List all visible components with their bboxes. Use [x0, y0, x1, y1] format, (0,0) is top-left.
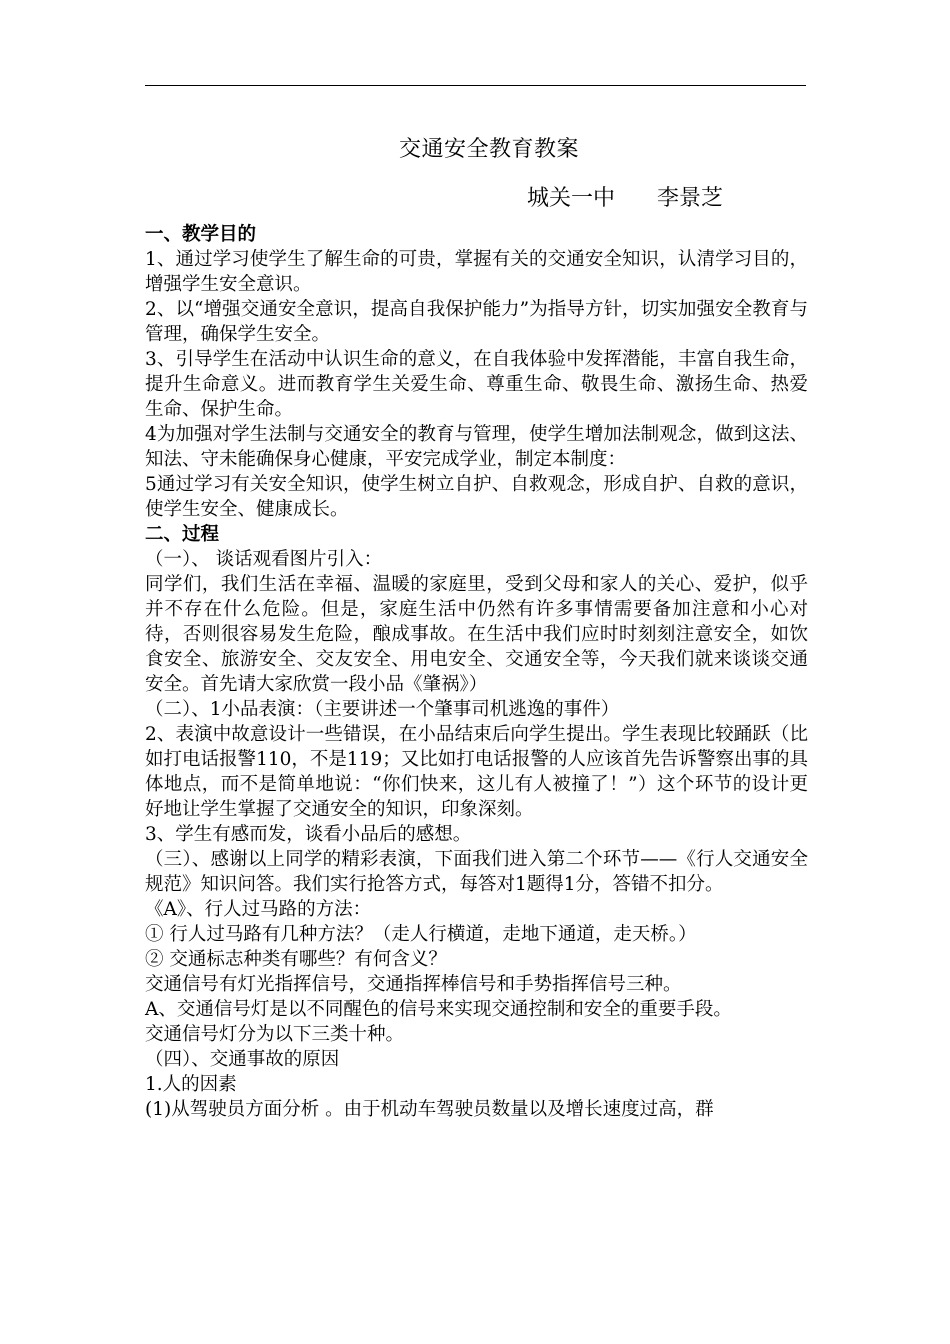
paragraph: （三）、感谢以上同学的精彩表演，下面我们进入第二个环节——《行人交通安全规范》知识问答。我们实行抢答方式，每答对1题得1分，答错不扣分。	[145, 849, 808, 895]
paragraph: (1)从驾驶员方面分析 。由于机动车驾驶员数量以及增长速度过高，群	[145, 1099, 714, 1120]
paragraph: 交通信号灯分为以下三类十种。	[145, 1024, 405, 1045]
paragraph: ① 行人过马路有几种方法？（走人行横道，走地下通道，走天桥。）	[145, 924, 697, 945]
author-line: 城关一中 李景芝	[527, 186, 723, 211]
paragraph: 5通过学习有关安全知识，使学生树立自护、自救观念，形成自护、自救的意识，使学生安全、健康成长。	[145, 474, 808, 520]
paragraph: 3、学生有感而发，谈看小品后的感想。	[145, 824, 472, 845]
paragraph: （四）、交通事故的原因	[145, 1049, 340, 1070]
paragraph: 同学们，我们生活在幸福、温暖的家庭里，受到父母和家人的关心、爱护，似乎并不存在什么危险。但是，家庭生活中仍然有许多事情需要备加注意和小心对待，否则很容易发生危险，酿成事故。在生活中我们应时时刻刻注意安全，如饮食安全、旅游安全、交友安全、用电安全、交通安全等，今天我们就来谈谈交通安全。首先请大家欣赏一段小品《肇祸》）	[145, 574, 808, 695]
document-body	[145, 222, 808, 1122]
paragraph: 1、通过学习使学生了解生命的可贵，掌握有关的交通安全知识，认清学习目的，增强学生安全意识。	[145, 249, 808, 295]
section-heading: 一、教学目的	[145, 224, 257, 245]
paragraph: ② 交通标志种类有哪些？有何含义？	[145, 949, 447, 970]
paragraph: 3、引导学生在活动中认识生命的意义，在自我体验中发挥潜能，丰富自我生命，提升生命意义。进而教育学生关爱生命、尊重生命、敬畏生命、激扬生命、热爱生命、保护生命。	[145, 349, 808, 420]
document-title: 交通安全教育教案	[398, 137, 579, 162]
paragraph: （一）、 谈话观看图片引入：	[145, 549, 383, 570]
paragraph: 1.人的因素	[145, 1074, 237, 1095]
paragraph: A、交通信号灯是以不同醒色的信号来实现交通控制和安全的重要手段。	[145, 999, 732, 1020]
section-heading: 二、过程	[145, 524, 220, 545]
paragraph: 交通信号有灯光指挥信号，交通指挥棒信号和手势指挥信号三种。	[145, 974, 682, 995]
paragraph: 《A》、行人过马路的方法：	[145, 899, 372, 920]
paragraph: 4为加强对学生法制与交通安全的教育与管理，使学生增加法制观念，做到这法、知法、守未能确保身心健康，平安完成学业，制定本制度：	[145, 424, 808, 470]
paragraph: 2、表演中故意设计一些错误，在小品结束后向学生提出。学生表现比较踊跃（比如打电话报警110，不是119；又比如打电话报警的人应该首先告诉警察出事的具体地点，而不是简单地说：“你们快来，这儿有人被撞了！”）这个环节的设计更好地让学生掌握了交通安全的知识，印象深刻。	[145, 724, 808, 820]
paragraph: （二）、1小品表演：（主要讲述一个肇事司机逃逸的事件）	[145, 699, 620, 720]
header-rule	[145, 85, 806, 86]
paragraph: 2、以“增强交通安全意识，提高自我保护能力”为指导方针，切实加强安全教育与管理，确保学生安全。	[145, 299, 808, 345]
